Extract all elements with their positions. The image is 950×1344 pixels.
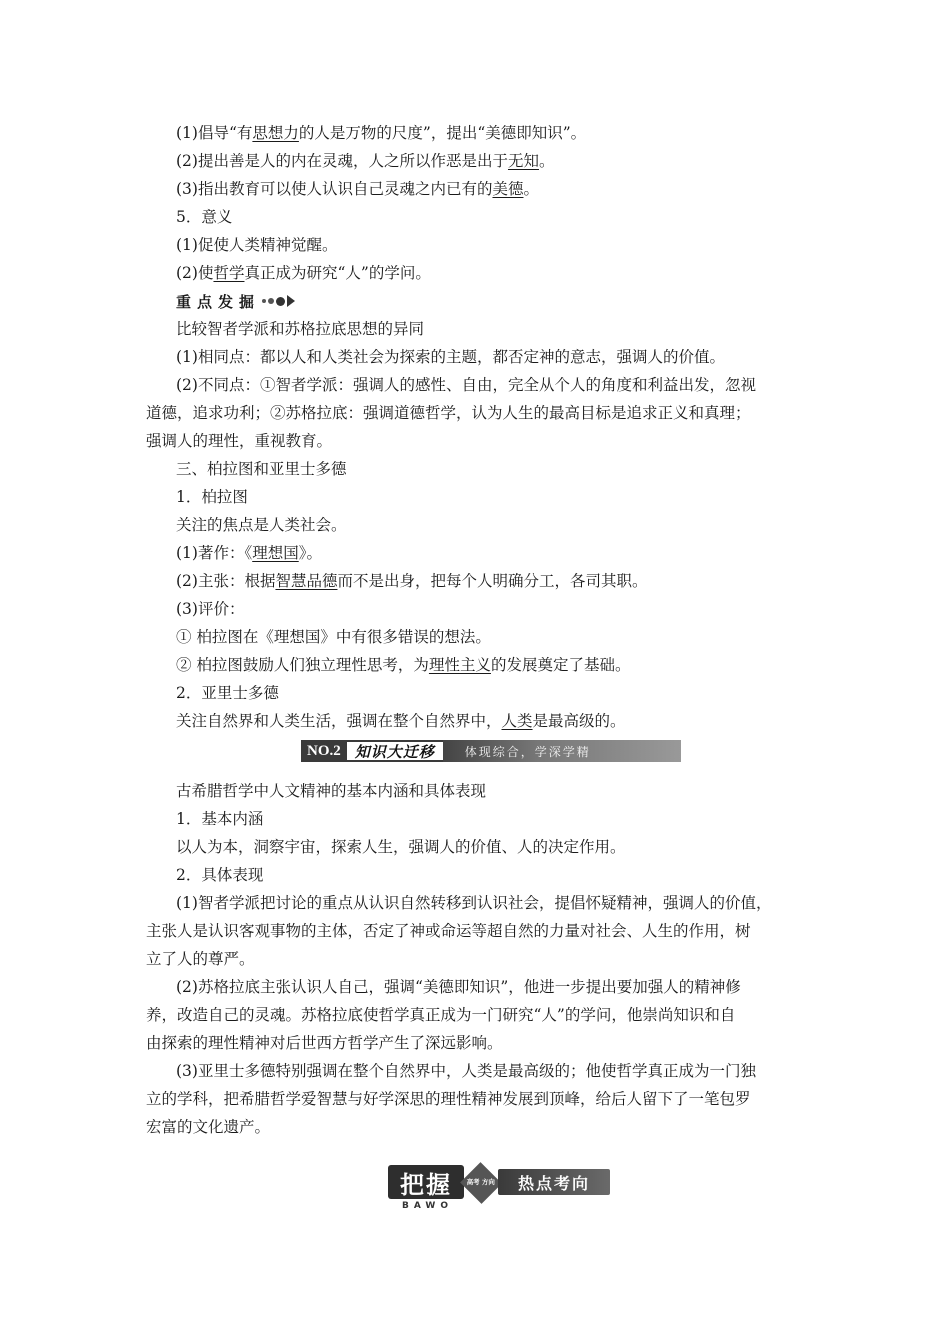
- text-line: (1)智者学派把讨论的重点从认识自然转移到认识社会，提倡怀疑精神，强调人的价值，: [176, 894, 772, 912]
- text-line: 宏富的文化遗产。: [146, 1118, 271, 1136]
- text-line: 强调人的理性，重视教育。: [146, 432, 333, 450]
- text-line: (1)相同点：都以人和人类社会为探索的主题，都否定神的意志，强调人的价值。: [176, 348, 725, 366]
- text-line: 主张人是认识客观事物的主体，否定了神或命运等超自然的力量对社会、人生的作用，树: [146, 922, 751, 940]
- logo-diamond: [460, 1162, 502, 1204]
- text-line: 2．具体表现: [176, 866, 264, 884]
- text-line: 比较智者学派和苏格拉底思想的异同: [176, 320, 425, 338]
- text-line: (3)指出教育可以使人认识自己灵魂之内已有的美德。: [176, 180, 539, 198]
- text-line: (2)苏格拉底主张认识人自己，强调“美德即知识”，他进一步提出要加强人的精神修: [176, 978, 741, 996]
- logo-main-text: 把握: [388, 1165, 464, 1199]
- logo-right-text: 热点考向: [498, 1169, 610, 1195]
- text-line: 5．意义: [176, 208, 233, 226]
- text-line: 关注的焦点是人类社会。: [176, 516, 347, 534]
- arrow-dots-icon: [262, 295, 295, 307]
- section-banner: [301, 740, 681, 762]
- section-logo: [388, 1163, 614, 1209]
- section-heading-text: 重点发掘: [176, 292, 261, 311]
- logo-pinyin: BAWO: [402, 1201, 453, 1211]
- text-line: 立的学科，把希腊哲学爱智慧与好学深思的理性精神发展到顶峰，给后人留下了一笔包罗: [146, 1090, 751, 1108]
- text-line: (1)倡导“有思想力的人是万物的尺度”，提出“美德即知识”。: [176, 124, 587, 142]
- text-line: 三、柏拉图和亚里士多德: [176, 460, 347, 478]
- text-line: (2)不同点：①智者学派：强调人的感性、自由，完全从个人的角度和利益出发，忽视: [176, 376, 756, 394]
- banner-number: NO.2: [301, 740, 347, 762]
- text-line: 古希腊哲学中人文精神的基本内涵和具体表现: [176, 782, 487, 800]
- text-line: 立了人的尊严。: [146, 950, 255, 968]
- text-line: (2)提出善是人的内在灵魂，人之所以作恶是出于无知。: [176, 152, 555, 170]
- section-heading: [176, 291, 295, 311]
- banner-subtitle: 体现综合，学深学精: [443, 740, 681, 762]
- text-line: 1．基本内涵: [176, 810, 264, 828]
- text-line: 1．柏拉图: [176, 488, 248, 506]
- text-line: 2．亚里士多德: [176, 684, 279, 702]
- text-line: (2)主张：根据智慧品德而不是出身，把每个人明确分工，各司其职。: [176, 572, 648, 590]
- text-line: (3)评价：: [176, 600, 245, 618]
- text-line: ① 柏拉图在《理想国》中有很多错误的想法。: [176, 628, 491, 646]
- banner-title: 知识大迁移: [347, 740, 443, 762]
- text-line: 养，改造自己的灵魂。苏格拉底使哲学真正成为一门研究“人”的学问，他崇尚知识和自: [146, 1006, 736, 1024]
- text-line: 由探索的理性精神对后世西方哲学产生了深远影响。: [146, 1034, 503, 1052]
- text-line: (3)亚里士多德特别强调在整个自然界中，人类是最高级的；他使哲学真正成为一门独: [176, 1062, 756, 1080]
- text-line: (1)著作：《理想国》。: [176, 544, 322, 562]
- logo-diamond-text: 高考 方向: [466, 1179, 496, 1187]
- text-line: 以人为本，洞察宇宙，探索人生，强调人的价值、人的决定作用。: [176, 838, 626, 856]
- text-line: (2)使哲学真正成为研究“人”的学问。: [176, 264, 431, 282]
- text-line: ② 柏拉图鼓励人们独立理性思考，为理性主义的发展奠定了基础。: [176, 656, 631, 674]
- text-line: 道德，追求功利；②苏格拉底：强调道德哲学，认为人生的最高目标是追求正义和真理；: [146, 404, 751, 422]
- text-line: 关注自然界和人类生活，强调在整个自然界中，人类是最高级的。: [176, 712, 626, 730]
- text-line: (1)促使人类精神觉醒。: [176, 236, 338, 254]
